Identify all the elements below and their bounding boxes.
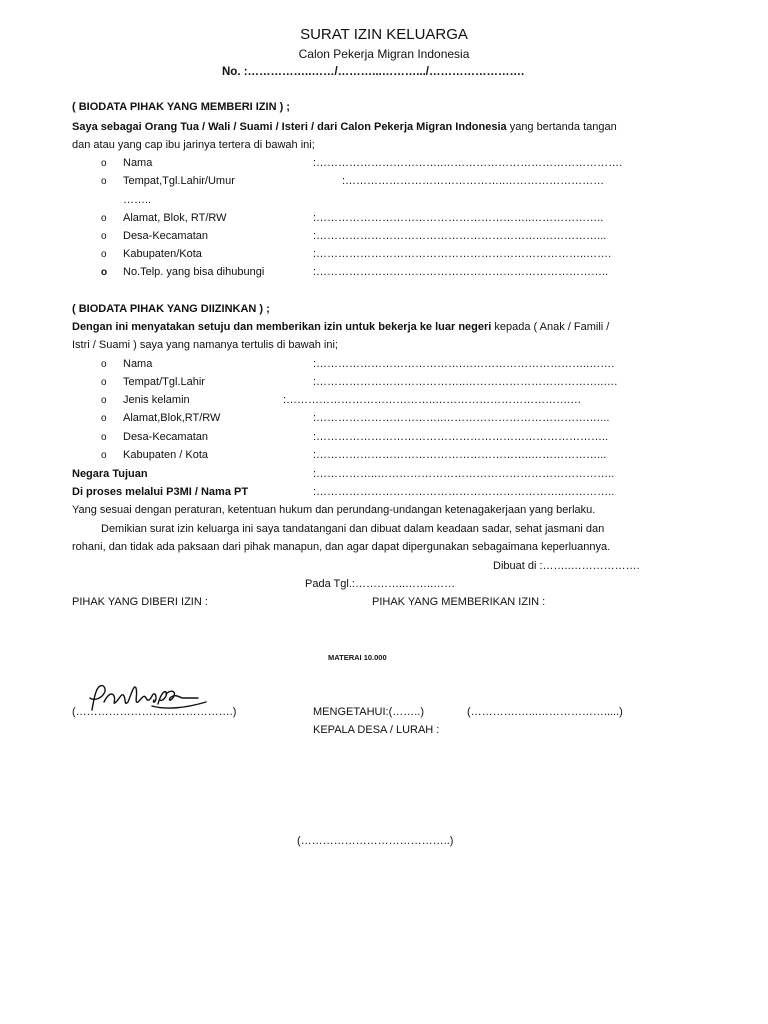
field-value-kabupaten-kota: :…………………………………………………..………………... [313, 449, 607, 461]
bullet: o [101, 432, 107, 443]
field-label-tempat-tgl-lahir-umur: Tempat,Tgl.Lahir/Umur [123, 175, 235, 187]
field-label-nama: Nama [123, 157, 153, 169]
section1-intro-bold: Saya sebagai Orang Tua / Wali / Suami / Isteri / dari Calon Pekerja Migran Indonesia [72, 121, 507, 133]
field-label-negara-tujuan: Negara Tujuan [72, 468, 148, 480]
section1-intro-line2: dan atau yang cap ibu jarinya tertera di bawah ini; [72, 139, 315, 151]
closing-line-3: rohani, dan tidak ada paksaan dari pihak manapun, dan agar dapat dipergunakan sebagaimana keperluannya. [72, 541, 611, 553]
field-value-tempat-tgl-lahir: :…………………………………..………………………………..…. [313, 376, 618, 388]
field-label-kabupaten-kota: Kabupaten / Kota [123, 449, 209, 461]
pada-tanggal: Pada Tgl.:…………..……..…… [305, 578, 456, 590]
bullet: o [101, 267, 108, 278]
field-label-kabupaten-kota: Kabupaten/Kota [123, 248, 202, 260]
document-title: SURAT IZIN KELUARGA [300, 26, 468, 43]
bullet: o [101, 231, 107, 242]
bullet: o [101, 413, 107, 424]
field-label-no-telp: No.Telp. yang bisa dihubungi [123, 266, 265, 278]
field-value-nama: :………………………………….……………………………..……. [313, 358, 615, 370]
field-value-no-telp: :…………………………………………………………………….. [313, 266, 609, 278]
field-value-desa-kecamatan: :…………………………………………………………………….. [313, 431, 609, 443]
section1-intro [72, 122, 617, 133]
field-continuation: …….. [123, 194, 152, 206]
bullet: o [101, 213, 107, 224]
materai-label: MATERAI 10.000 [328, 653, 387, 662]
bullet: o [101, 158, 107, 169]
kepala-desa-label: KEPALA DESA / LURAH : [313, 724, 440, 736]
signer-left-name: (…………………………………….) [72, 706, 237, 718]
field-value-alamat: :……………………………..………………………………….…... [313, 412, 610, 424]
bullet: o [101, 395, 107, 406]
mengetahui-label: MENGETAHUI:(……..) [313, 706, 425, 718]
document-number: No. :……………..……/………...……….../……………………. [222, 66, 525, 78]
field-value-kabupaten-kota: :………………………………………………………………..……. [313, 248, 612, 260]
field-label-jenis-kelamin: Jenis kelamin [123, 394, 190, 406]
field-value-desa-kecamatan: :……………………………………………………..……………... [313, 230, 607, 242]
section2-intro-bold: Dengan ini menyatakan setuju dan memberikan izin untuk bekerja ke luar negeri [72, 321, 492, 333]
bullet: o [101, 176, 107, 187]
signer-right-name: (………….…...……………….....) [467, 706, 623, 718]
field-label-desa-kecamatan: Desa-Kecamatan [123, 431, 208, 443]
field-label-nama: Nama [123, 358, 153, 370]
document-subtitle: Calon Pekerja Migran Indonesia [298, 47, 470, 61]
signer-bottom-name: (…………………………………..) [297, 835, 454, 847]
section2-intro-rest: kepada ( Anak / Famili / [491, 321, 610, 333]
field-label-proses-p3mi: Di proses melalui P3MI / Nama PT [72, 486, 249, 498]
field-label-alamat: Alamat, Blok, RT/RW [123, 212, 227, 224]
field-value-nama: :……………………………..…………………………………………. [313, 157, 623, 169]
field-value-tempat-tgl-lahir-umur: :……………………………………..……………………… [342, 175, 605, 187]
closing-line-2: Demikian surat izin keluarga ini saya tandatangani dan dibuat dalam keadaan sadar, sehat jasmani dan [101, 523, 605, 535]
bullet: o [101, 450, 107, 461]
section1-heading: ( BIODATA PIHAK YANG MEMBERI IZIN ) ; [72, 101, 290, 113]
pihak-memberikan-izin-label: PIHAK YANG MEMBERIKAN IZIN : [372, 596, 546, 608]
field-value-alamat: :…………………………………………………..……………….. [313, 212, 604, 224]
field-value-negara-tujuan: :……………..……………………………………………………….. [313, 468, 615, 480]
bullet: o [101, 359, 107, 370]
field-label-alamat: Alamat,Blok,RT/RW [123, 412, 221, 424]
field-value-jenis-kelamin: :…………………………………..……………………………….… [283, 394, 582, 406]
field-label-tempat-tgl-lahir: Tempat/Tgl.Lahir [123, 376, 205, 388]
section1-intro-rest: yang bertanda tangan [506, 121, 617, 133]
dibuat-di: Dibuat di :……..………………. [493, 560, 640, 572]
bullet: o [101, 249, 107, 260]
section2-intro [72, 322, 609, 333]
field-value-proses-p3mi: :…………………………………………………………..………….. [313, 486, 615, 498]
closing-line-1: Yang sesuai dengan peraturan, ketentuan hukum dan perundang-undangan ketenagakerjaan yang berlaku. [72, 504, 596, 516]
pihak-diberi-izin-label: PIHAK YANG DIBERI IZIN : [72, 596, 208, 608]
section2-heading: ( BIODATA PIHAK YANG DIIZINKAN ) ; [72, 303, 270, 315]
field-label-desa-kecamatan: Desa-Kecamatan [123, 230, 208, 242]
section2-intro-line2: Istri / Suami ) saya yang namanya tertulis di bawah ini; [72, 339, 338, 351]
bullet: o [101, 377, 107, 388]
